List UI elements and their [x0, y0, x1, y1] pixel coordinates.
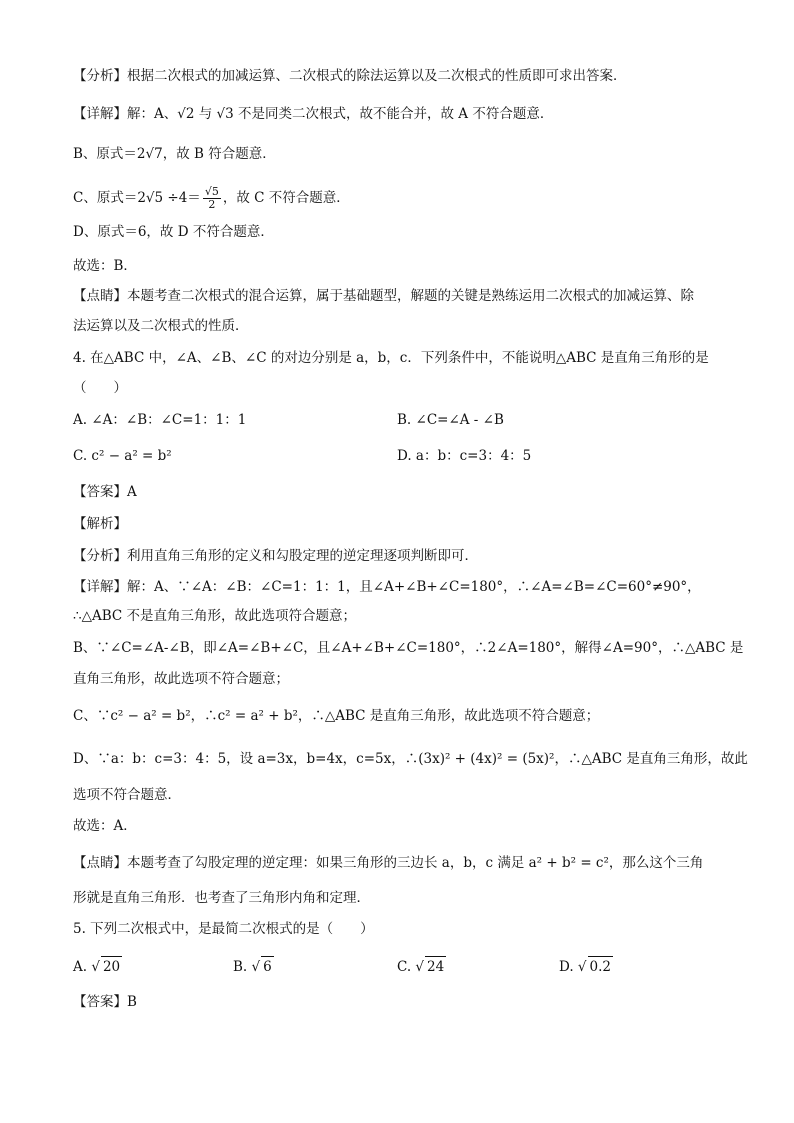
- q4-choice: 故选：A．: [73, 818, 137, 834]
- question-4-stem: 4. 在△ABC 中，∠A、∠B、∠C 的对边分别是 a，b，c．下列条件中，不能说明△ABC 是直角三角形的是: [73, 350, 709, 366]
- q5-option-c-label: C.: [397, 959, 412, 975]
- q4-comment-1: 【点睛】本题考查了勾股定理的逆定理：如果三角形的三边长 a，b，c 满足 a² + b² = c²，那么这个三角: [73, 855, 704, 871]
- q4-analysis: 【分析】利用直角三角形的定义和勾股定理的逆定理逐项判断即可．: [73, 548, 478, 564]
- option-b-solution: B、原式＝2√7，故 B 符合题意．: [73, 146, 276, 162]
- q5-option-d-radicand: 0.2: [588, 956, 613, 977]
- q4-b-2: 直角三角形，故此选项不符合题意；: [73, 671, 289, 687]
- q4-option-d: D. a：b：c=3：4：5: [397, 448, 532, 464]
- question-5-stem: 5. 下列二次根式中，是最简二次根式的是（ ）: [73, 921, 374, 937]
- q5-option-b-label: B.: [233, 959, 248, 975]
- option-d-solution: D、原式＝6，故 D 不符合题意．: [73, 224, 274, 240]
- q5-option-b-radicand: 6: [261, 956, 274, 977]
- q4-d-1: D、∵a：b：c=3：4：5，设 a=3x，b=4x，c=5x，∴(3x)² + (4x)² = (5x)²，∴△ABC 是直角三角形，故此: [73, 751, 748, 767]
- q4-d-2: 选项不符合题意．: [73, 787, 181, 803]
- question-4-stem-paren: （ ）: [73, 380, 127, 396]
- q4-detail-2: ∴△ABC 不是直角三角形，故此选项符合题意；: [73, 608, 357, 624]
- q5-option-b: B. √ 6: [233, 956, 274, 977]
- option-c-prefix: C、原式＝2√5 ÷4＝: [73, 190, 201, 206]
- analysis-line: 【分析】根据二次根式的加减运算、二次根式的除法运算以及二次根式的性质即可求出答案．: [73, 68, 627, 84]
- comment-line-2: 法运算以及二次根式的性质．: [73, 318, 249, 334]
- q5-option-a: A. √ 20: [73, 956, 122, 977]
- q4-c: C、∵c² − a² = b²，∴c² = a² + b²，∴△ABC 是直角三角形，故此选项不符合题意；: [73, 708, 600, 724]
- q4-detail-1: 【详解】解：A、∵∠A：∠B：∠C=1：1：1，且∠A+∠B+∠C=180°，∴∠A=∠B=∠C=60°≠90°，: [73, 579, 701, 595]
- comment-line-1: 【点睛】本题考查二次根式的混合运算，属于基础题型，解题的关键是熟练运用二次根式的加减运算、除: [73, 288, 694, 304]
- q5-option-c: C. √ 24: [397, 956, 446, 977]
- q5-option-a-label: A.: [73, 959, 88, 975]
- option-c-suffix: ，故 C 不符合题意．: [222, 190, 350, 206]
- q4-b-1: B、∵∠C=∠A-∠B，即∠A=∠B+∠C，且∠A+∠B+∠C=180°，∴2∠A=180°，解得∠A=90°，∴△ABC 是: [73, 640, 744, 656]
- q4-option-c: C. c² − a² = b²: [73, 448, 172, 464]
- choice-line: 故选：B．: [73, 258, 137, 274]
- q4-comment-2: 形就是直角三角形．也考查了三角形内角和定理．: [73, 890, 370, 906]
- q4-jiexi: 【解析】: [73, 516, 127, 532]
- q5-option-a-radicand: 20: [101, 956, 122, 977]
- q4-option-b: B. ∠C=∠A - ∠B: [397, 412, 504, 428]
- fraction-numerator: √5: [204, 185, 219, 198]
- q4-answer: 【答案】A: [73, 484, 137, 500]
- q5-option-d-label: D.: [559, 959, 574, 975]
- q5-option-d: D. √ 0.2: [559, 956, 613, 977]
- fraction: [203, 186, 221, 211]
- detail-line: 【详解】解：A、√2 与 √3 不是同类二次根式，故不能合并，故 A 不符合题意．: [73, 106, 554, 122]
- q4-option-a: A. ∠A：∠B：∠C=1：1：1: [73, 412, 247, 428]
- option-c-solution: [73, 186, 350, 211]
- fraction-denominator: 2: [208, 198, 216, 211]
- q5-answer: 【答案】B: [73, 994, 137, 1010]
- q5-option-c-radicand: 24: [425, 956, 446, 977]
